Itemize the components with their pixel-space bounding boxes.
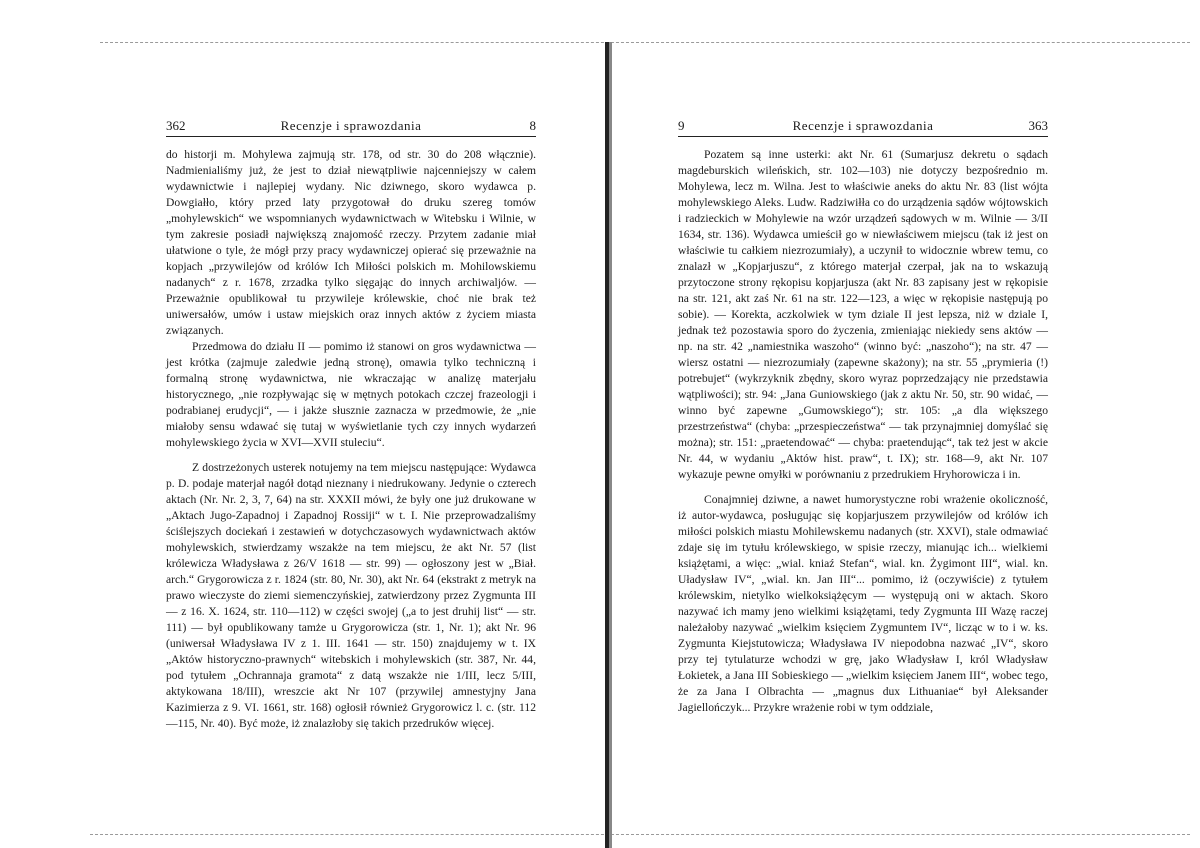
scan-edge-top [100, 42, 1190, 43]
left-page-body [166, 147, 536, 732]
right-page-body [678, 147, 1048, 716]
right-running-title: Recenzje i sprawozdania [792, 118, 934, 133]
left-running-header [166, 112, 536, 137]
scan-edge-bottom [90, 834, 1190, 835]
paragraph: Z dostrzeżonych usterek notujemy na tem miejscu następujące: Wydawca p. D. podaje materjał nagół dotąd nieznany i niedrukowany. Jedynie o czterech aktach (Nr. Nr. 2, 3, 7, 64) na str. XXXII mówi, że były one już drukowane w „Aktach Jugo-Zapadnoj i Zapadnoj Rossiji“ w t. I. Nie przeprowadzaliśmy ściślejszych dociekań i zestawień w dotychczasowych wydawnictwach aktów mohylewskich, stwierdzamy wszakże na tem miejscu, że akt Nr. 57 (list królewicza Władysława z 26/V 1618 — str. 99) — ogłoszony jest w „Biał. arch.“ Grygorowicza z r. 1824 (str. 80, Nr. 30), akt Nr. 64 (ekstrakt z metryk na prawo wieczyste do ziemi siemenczyńskiej, zatwierdzony przez Zygmunta III — z 16. X. 1624, str. 110—112) w części swojej („a to jest druhij list“ — str. 111) — był opublikowany tamże u Grygorowicza (str. 1, Nr. 1); akt Nr. 96 (uniwersał Władysława IV z 1. III. 1641 — str. 150) znajdujemy w t. IX „Aktów historyczno-prawnych“ witebskich i mohylewskich (str. 387, Nr. 44, pod tytułem „Ochrannaja gramota“ z datą wszakże nie 1/III, lecz 5/III, aktykowana 18/III), wreszcie akt Nr 107 (przywilej amnestyjny Jana Kazimierza z 9. VI. 1661, str. 168) ogłosił również Grygorowicz l. c. (str. 112—115, Nr. 40). Być może, iż znalazłoby się takich przedruków więcej. [166, 461, 536, 730]
paragraph: Pozatem są inne usterki: akt Nr. 61 (Sumarjusz dekretu o sądach magdeburskich wileńskich, str. 102—103) nie dotyczy bezpośrednio m. Mohylewa, lecz m. Wilna. Jest to właściwie aneks do aktu Nr. 83 (list wójta mohylewskiego Aleks. Ludw. Radziwiłła co do urządzenia sądów wójtowskich i radzieckich w Mohylewie na wzór urządzeń sądowych w m. Wilnie — 3/II 1634, str. 136). Wydawca umieścił go w niewłaściwem miejscu (tak iż jest on właściwie tu całkiem niezrozumiały), a uczynił to widocznie wbrew temu, co znalazł w „Kopjarjuszu“, z którego materjał czerpał, jak na to wskazują przytoczone strony rękopisu kopjarjusza (akt Nr. 83 zapisany jest w rękopisie na str. 121, akt zaś Nr. 61 na str. 122—123, a więc w rękopisie następują po sobie). — Korekta, aczkolwiek w tym dziale II jest lepsza, niż w dziale I, jednak też pozostawia sporo do życzenia, zmieniając niekiedy sens aktów — np. na str. 42 „namiestnika waszoho“ (winno być: „naszoho“); na str. 47 — wiersz ostatni — niezrozumiały (zapewne skażony); na str. 55 „prymieria (!) potrebujet“ (wykrzyknik zbędny, skoro wyraz poprzedzający nie przedstawia wątpliwości); str. 94: „Jana Guniowskiego (jak z aktu Nr. 50, str. 90 widać, — winno być zapewne „Gumowskiego“); str. 105: „a dla większego przestrzeństwa“ (chyba: „przespieczeństwa“ — tak przynajmniej domyślać się można); str. 151: „praetendować“ — chyba: praetendując“, tak też jest w akcie Nr. 44, w wydaniu „Aktów hist. praw“, t. IX); str. 168—9, akt Nr. 107 wykazuje pewne omyłki w porównaniu z przedrukiem Hryhorowicza i in. [678, 148, 1048, 481]
right-running-header [678, 112, 1048, 137]
left-page-number: 362 [166, 118, 186, 133]
right-signature-mark: 9 [678, 118, 685, 133]
right-page [678, 112, 1048, 716]
paragraph: Przedmowa do działu II — pomimo iż stanowi on gros wydawnictwa — jest krótka (zajmuje zaledwie jedną stronę), omawia tylko techniczną i formalną stronę wydawnictwa, nie wkraczając w analizę materjału historycznego, „nie rozpływając się w mętnych potokach czczej frazeologji i podrabianej erudycji“, — i jakże słusznie zaznacza w przedmowie, że „nie miałoby sensu wdawać się tutaj w wyświetlanie tych czy innych wydarzeń mohylewskiego życia w XVI—XVII stuleciu“. [166, 340, 536, 449]
paragraph: Conajmniej dziwne, a nawet humorystyczne robi wrażenie okoliczność, iż autor-wydawca, posługując się kopjarjuszem przywilejów od królów ich miłości polskich miastu Mohilewskemu nadanych (str. XXVI), stale odmawiać zdaje się im tytułu królewskiego, w spisie rzeczy, mianując ich... wielkiemi książętami, a więc: „wial. kniaź Stefan“, wial. kn. Żygimont III“, wial. kn. Uładysław IV“, „wial. kn. Jan III“... pomimo, iż (oczywiście) z tytułem królewskim, nietylko wielkoksiążęcym — występują oni w aktach. Skoro nazywać ich mamy jeno wielkimi książętami, tedy Zygmunta III Wazę raczej należałoby nazywać „wielkim księciem Zygmuntem IV“, licząc w to i w. ks. Zygmunta Kiejstutowicza; Władysława IV niepodobna nazwać „IV“, skoro przy tej tytulaturze wchodzi w grę, jako Władysław I, król Władysław Łokietek, a Jana III Sobieskiego — „wielkim księciem Janem III“, wobec tego, że za Jana I Olbrachta — „magnus dux Lithuaniae“ był Aleksander Jagiellończyk... Przykre wrażenie robi w tym oddziale, [678, 493, 1048, 714]
left-running-title: Recenzje i sprawozdania [280, 118, 422, 133]
left-page [166, 112, 536, 732]
book-spine-shadow [609, 42, 612, 848]
right-page-number: 363 [1028, 118, 1048, 133]
paragraph: do historji m. Mohylewa zajmują str. 178, od str. 30 do 208 włącznie). Nadmienialiśmy już, że jest to dział niewątpliwie najcenniejszy w całem wydawnictwie i najlepiej wydany. Nic dziwnego, skoro wydawca p. Dowgiałło, który przed laty przygotował do druku szereg tomów „mohylewskich“ we wspomnianych wydawnictwach w Witebsku i Wilnie, w tym zakresie posiadł największą znajomość rzeczy. Przytem zadanie miał ułatwione o tyle, że mógł przy pracy wydawniczej opierać się przeważnie na kopjach „przywilejów od królów Ich Miłości polskich m. Mohilowskiemu nadanych“ z r. 1678, zrzadka tylko sięgając do innych archiwaljów. — Przeważnie opublikował tu przywileje królewskie, choć nie brak też uniwersałów, umów i ustaw miejskich oraz innych aktów z życiem miasta związanych. [166, 148, 536, 337]
left-signature-mark: 8 [529, 118, 536, 133]
